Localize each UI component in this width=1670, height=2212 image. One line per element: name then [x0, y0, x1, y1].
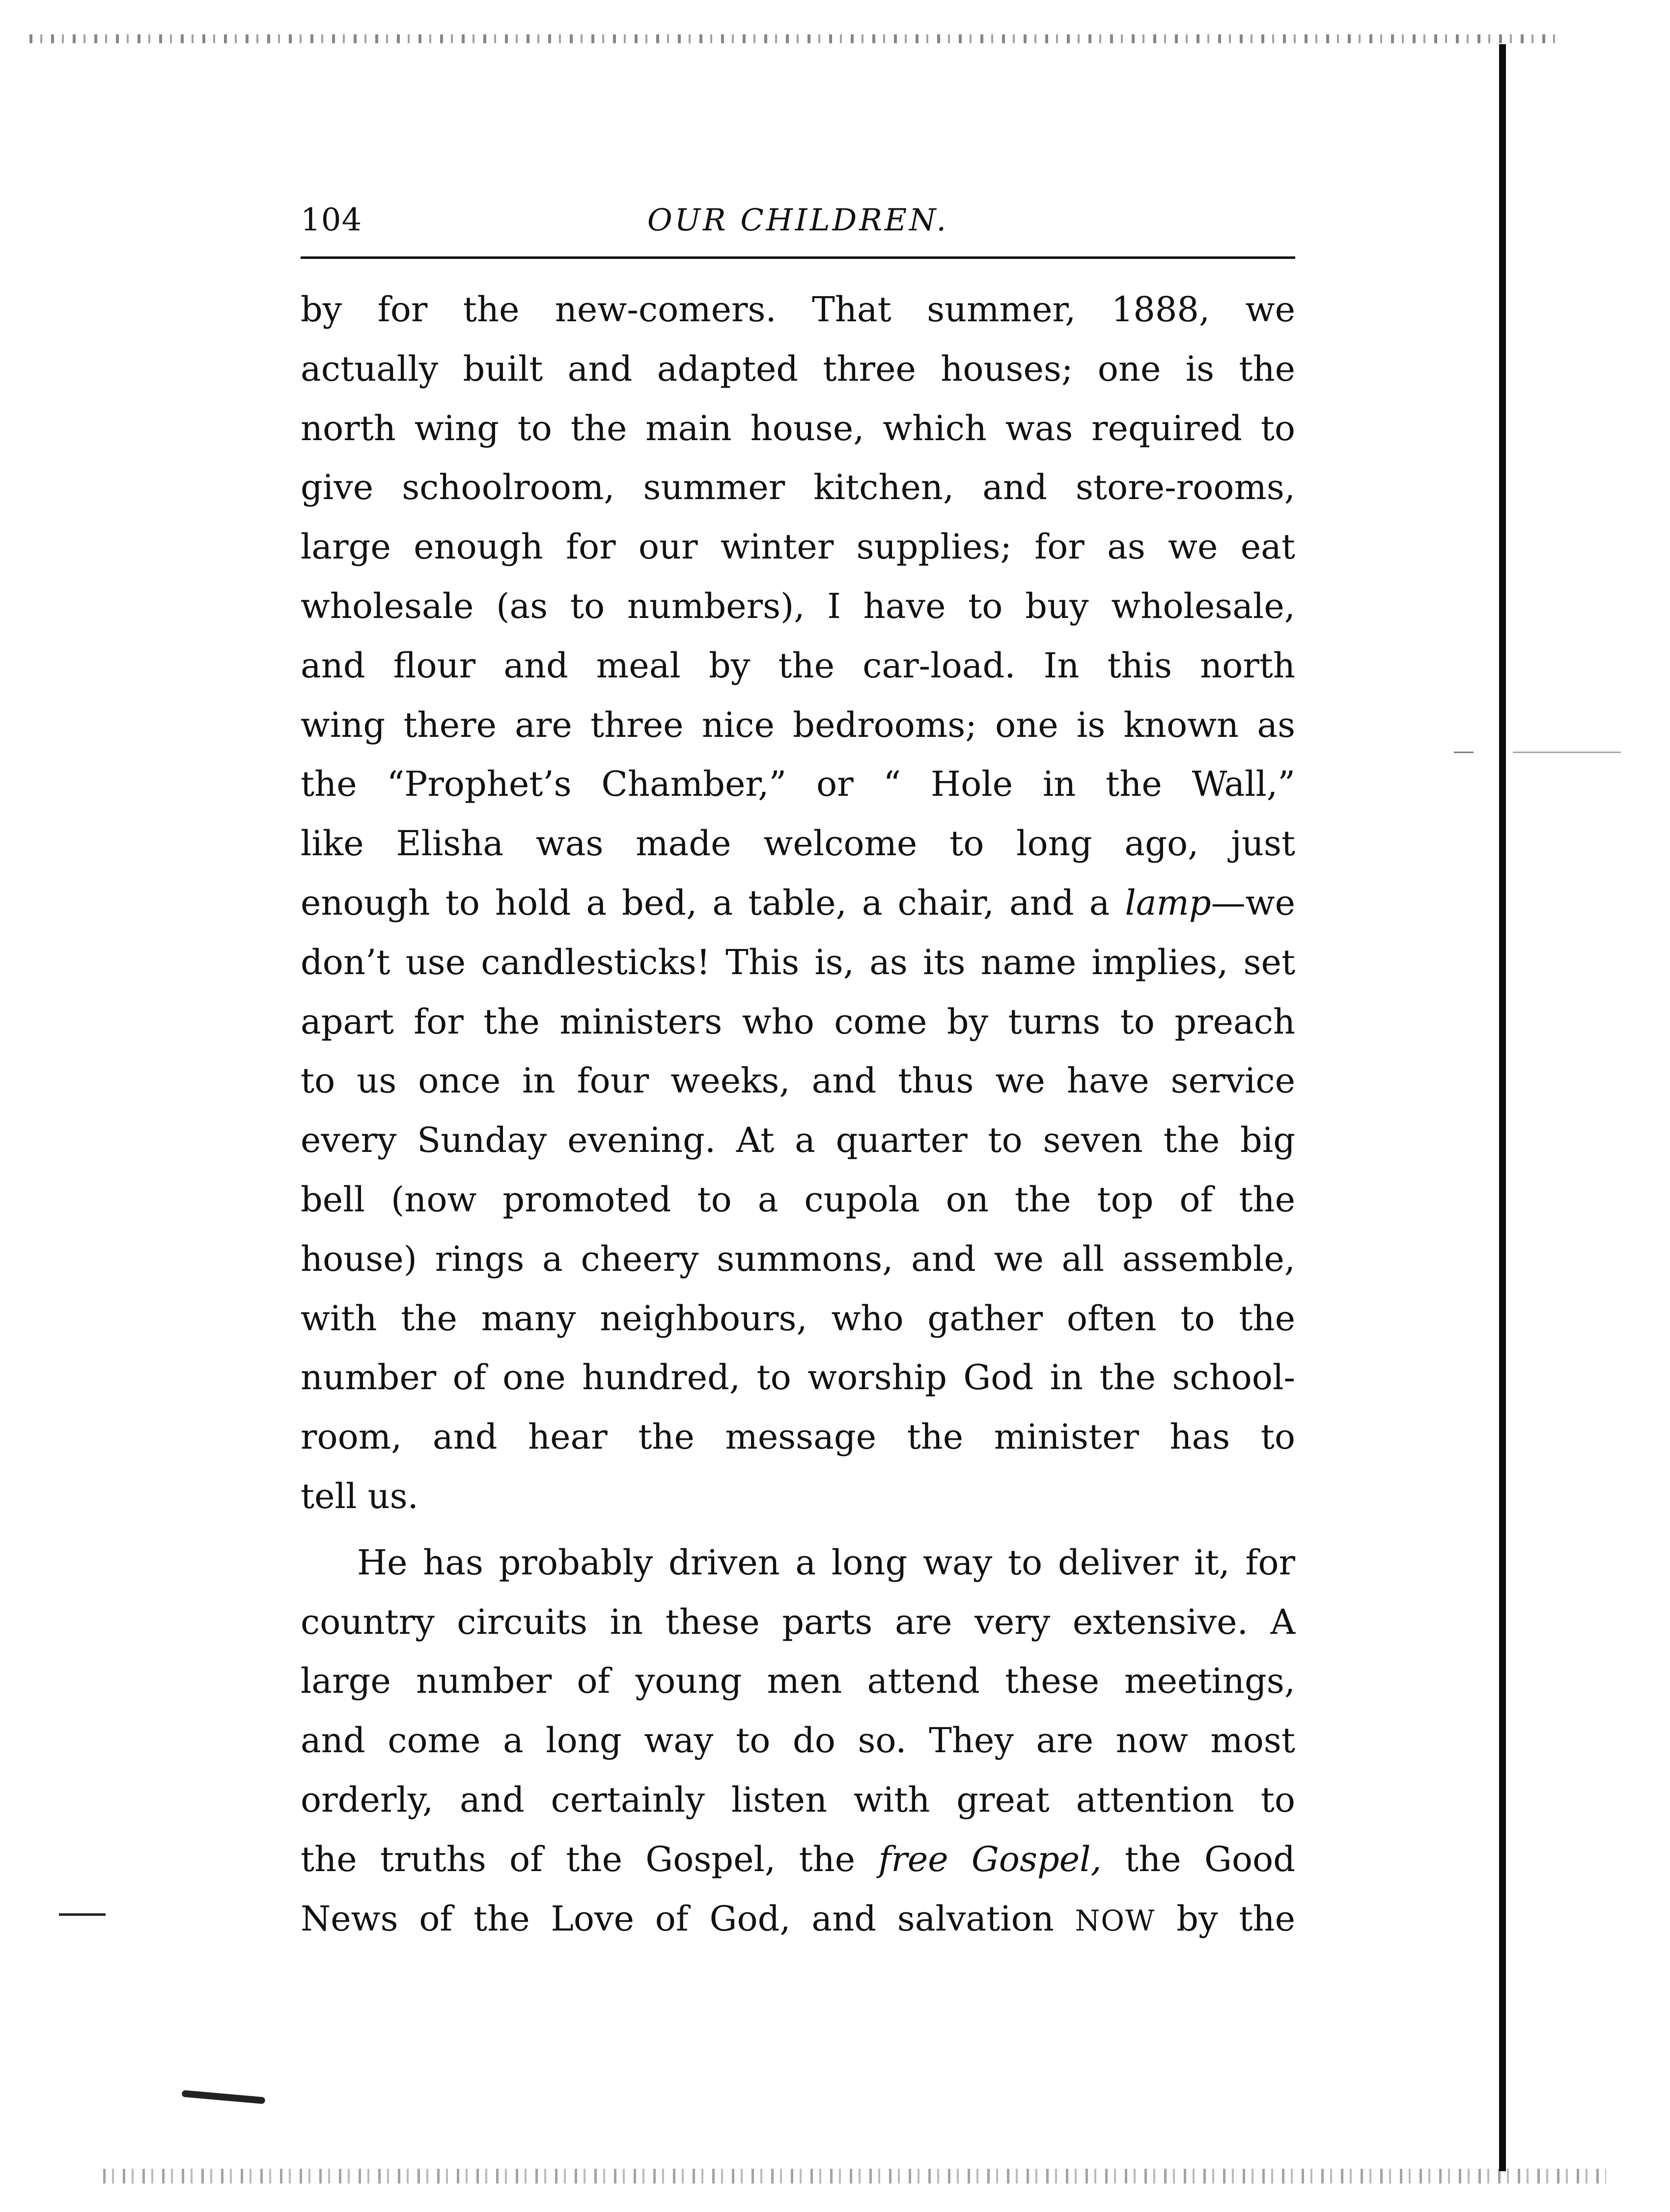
text-line: the “Prophet’s Chamber,” or “ Hole in the Wall,”: [301, 764, 1295, 805]
paragraph-2: [301, 1533, 1295, 1949]
text-line: orderly, and certainly listen with great attention to: [301, 1779, 1295, 1820]
running-head: OUR CHILDREN.: [647, 202, 949, 238]
italic-word-lamp: lamp: [1125, 882, 1211, 923]
text-line: give schoolroom, summer kitchen, and store-rooms,: [301, 467, 1295, 508]
text-line: [301, 1889, 1295, 1949]
text-line: [301, 873, 1295, 933]
text-line: room, and hear the message the minister has to: [301, 1417, 1295, 1457]
text-line: actually built and adapted three houses; one is the: [301, 348, 1295, 389]
left-margin-mark: [59, 1913, 106, 1916]
text-line: like Elisha was made welcome to long ago, just: [301, 823, 1295, 864]
text-line: house) rings a cheery summons, and we all assemble,: [301, 1238, 1295, 1279]
text-line: bell (now promoted to a cupola on the top of the: [301, 1179, 1295, 1220]
text-line: wing there are three nice bedrooms; one is known as: [301, 704, 1295, 745]
text-line: north wing to the main house, which was required to: [301, 408, 1295, 448]
text-run: by the: [1155, 1898, 1295, 1939]
text-line: [301, 1830, 1295, 1889]
page-number: 104: [301, 202, 362, 238]
text-line: to us once in four weeks, and thus we have service: [301, 1061, 1295, 1101]
text-run: —we: [1211, 882, 1295, 923]
text-line: don’t use candlesticks! This is, as its name implies, set: [301, 942, 1295, 982]
text-line: He has probably driven a long way to deliver it, for: [357, 1542, 1295, 1583]
text-line: number of one hundred, to worship God in the school-: [301, 1357, 1295, 1398]
text-run: enough to hold a bed, a table, a chair, and a: [301, 882, 1125, 923]
text-line: and flour and meal by the car-load. In this north: [301, 645, 1295, 686]
page-top-edge-noise: [29, 34, 1562, 43]
text-run: the Good: [1101, 1839, 1295, 1879]
text-line: wholesale (as to numbers), I have to buy wholesale,: [301, 586, 1295, 626]
text-run: the truths of the Gospel, the: [301, 1839, 879, 1879]
right-margin-mark: [1454, 752, 1474, 753]
text-line: and come a long way to do so. They are now most: [301, 1720, 1295, 1761]
text-line: country circuits in these parts are very extensive. A: [301, 1601, 1295, 1642]
text-line: large number of young men attend these meetings,: [301, 1661, 1295, 1702]
text-line: every Sunday evening. At a quarter to seven the big: [301, 1120, 1295, 1161]
text-line: by for the new-comers. That summer, 1888, we: [301, 289, 1295, 330]
small-caps-word-now: NOW: [1075, 1904, 1156, 1937]
binding-shadow-line: [1499, 44, 1506, 2171]
text-line: tell us.: [301, 1476, 418, 1516]
lower-left-smudge: [182, 2090, 266, 2104]
text-line: large enough for our winter supplies; for as we eat: [301, 527, 1295, 567]
text-line: with the many neighbours, who gather often to the: [301, 1298, 1295, 1339]
body-text: [301, 280, 1295, 1948]
page-header: [301, 196, 1295, 250]
paragraph-1: [301, 280, 1295, 1526]
text-line: apart for the ministers who come by turns to preach: [301, 1001, 1295, 1042]
header-rule: [301, 256, 1295, 259]
italic-phrase-free-gospel: free Gospel,: [878, 1839, 1102, 1879]
right-margin-dash: [1513, 752, 1621, 753]
text-run: News of the Love of God, and salvation: [301, 1898, 1075, 1939]
page-bottom-edge-noise: [103, 2169, 1606, 2184]
